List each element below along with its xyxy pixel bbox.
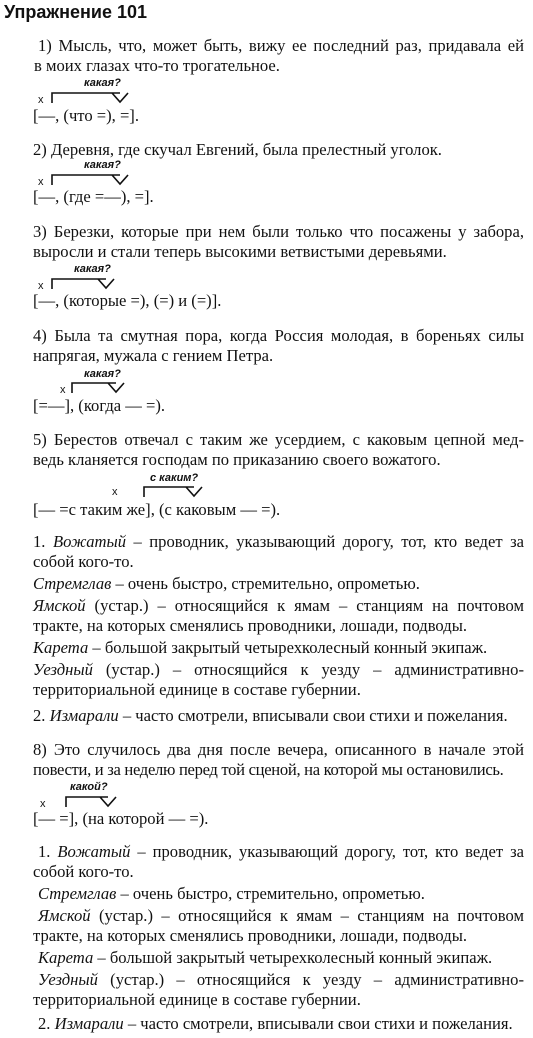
scheme-8-arrow <box>64 793 124 809</box>
glossary-1-entry-5-line-2: территориальной единице в составе губернии. <box>33 680 361 699</box>
scheme-3-x-mark: x <box>38 280 44 292</box>
glossary-term: Стремглав <box>38 884 117 903</box>
scheme-1: [—, (что =), =]. <box>33 106 139 125</box>
glossary-definition: – проводник, указывающий дорогу, тот, кто ведет за <box>130 842 524 861</box>
sentence-5-line-1: 5) Берестов отвечал с таким же усердием, с каковым цепной мед- <box>33 430 524 449</box>
glossary-1-entry-5-line-1 <box>33 660 524 680</box>
glossary-term: Стремглав <box>33 574 112 593</box>
glossary-definition: – очень быстро, стремительно, опрометью. <box>116 884 425 903</box>
glossary-definition: – большой закрытый четырехколесный конный экипаж. <box>93 948 493 967</box>
glossary-term: Уездный <box>38 970 98 989</box>
sentence-3-line-1: 3) Березки, которые при нем были только что посажены у забора, <box>33 222 524 241</box>
scheme-1-question: какая? <box>84 77 121 89</box>
scheme-2-x-mark: x <box>38 176 44 188</box>
sentence-1-line-1: 1) Мысль, что, может быть, вижу ее последний раз, придавала ей <box>38 36 524 55</box>
scheme-5-question: с каким? <box>150 472 199 484</box>
scheme-8-x-mark: x <box>40 798 46 810</box>
scheme-8-question: какой? <box>70 781 108 793</box>
glossary-term: Ямской <box>38 906 91 925</box>
glossary-3-entry-5-line-2: территориальной единице в составе губернии. <box>33 990 361 1009</box>
sentence-2-line-1: 2) Деревня, где скучал Евгений, была прелестный уголок. <box>33 140 442 159</box>
scheme-4: [=—], (когда — =). <box>33 396 166 415</box>
scheme-3-question: какая? <box>74 263 111 275</box>
glossary-term: Измарали <box>49 706 119 725</box>
sentence-3-line-2: выросли и стали теперь высокими ветвистыми деревьями. <box>33 242 447 261</box>
glossary-definition: – очень быстро, стремительно, опрометью. <box>111 574 420 593</box>
glossary-definition: – проводник, указывающий дорогу, тот, кто ведет за <box>126 532 524 551</box>
glossary-3-entry-1-line-2: собой кого-то. <box>33 862 134 881</box>
scheme-4-arrow <box>70 379 130 395</box>
glossary-1-entry-4 <box>33 638 487 658</box>
scheme-2-question: какая? <box>84 159 121 171</box>
glossary-definition: – большой закрытый четырехколесный конный экипаж. <box>88 638 488 657</box>
sentence-8-line-1: 8) Это случилось два дня после вечера, описанного в начале этой <box>33 740 524 759</box>
glossary-3-entry-4 <box>38 948 492 968</box>
glossary-definition: – часто смотрели, вписывали свои стихи и пожелания. <box>118 706 508 725</box>
sentence-1-line-2: в моих глазах что-то трогательное. <box>34 56 280 75</box>
scheme-5-x-mark: x <box>112 486 118 498</box>
glossary-4-number: 2. <box>38 1014 51 1033</box>
glossary-definition: (устар.) – относящийся к ямам – станциям на почтовом <box>90 906 524 925</box>
glossary-1-number: 1. <box>33 532 46 551</box>
glossary-2 <box>33 706 508 726</box>
glossary-term: Карета <box>33 638 89 657</box>
glossary-2-number: 2. <box>33 706 46 725</box>
glossary-term: Измарали <box>54 1014 124 1033</box>
glossary-3-number: 1. <box>38 842 51 861</box>
exercise-title: Упражнение 101 <box>4 2 148 22</box>
scheme-4-x-mark: x <box>60 384 66 396</box>
sentence-4-line-2: напрягая, мужала с гением Петра. <box>33 346 274 365</box>
scheme-5: [— =с таким же], (с каковым — =). <box>33 500 281 519</box>
glossary-1-entry-2 <box>33 574 420 594</box>
glossary-3-entry-3-line-2: тракте, на которых сменялись проводники, лошади, подводы. <box>33 926 467 945</box>
scheme-3: [—, (которые =), (=) и (=)]. <box>33 291 222 310</box>
glossary-1-entry-3-line-1 <box>33 596 524 616</box>
glossary-definition: (устар.) – относящийся к ямам – станциям на почтовом <box>85 596 524 615</box>
sentence-5-line-2: ведь кланяется господам по приказанию своего вожатого. <box>33 450 441 469</box>
scheme-3-arrow <box>50 275 120 291</box>
glossary-3-entry-1-line-1 <box>38 842 524 862</box>
scheme-1-arrow <box>50 89 130 105</box>
glossary-term: Вожатый <box>57 842 131 861</box>
glossary-3-entry-2 <box>38 884 425 904</box>
glossary-4 <box>38 1014 513 1034</box>
sentence-4-line-1: 4) Была та смутная пора, когда Россия молодая, в бореньях силы <box>33 326 524 345</box>
scheme-1-x-mark: x <box>38 94 44 106</box>
glossary-definition: – часто смотрели, вписывали свои стихи и пожелания. <box>123 1014 513 1033</box>
glossary-1-entry-3-line-2: тракте, на которых сменялись проводники, лошади, подводы. <box>33 616 467 635</box>
glossary-definition: (устар.) – относящийся к уезду – административно- <box>92 660 524 679</box>
scheme-4-question: какая? <box>84 368 121 380</box>
glossary-definition: (устар.) – относящийся к уезду – административно- <box>97 970 524 989</box>
glossary-term: Ямской <box>33 596 86 615</box>
glossary-3-entry-3-line-1 <box>38 906 524 926</box>
glossary-term: Вожатый <box>52 532 127 551</box>
scheme-8: [— =], (на которой — =). <box>33 809 209 828</box>
scheme-2: [—, (где =—), =]. <box>33 187 154 206</box>
glossary-3-entry-5-line-1 <box>38 970 524 990</box>
scheme-5-arrow <box>142 483 212 499</box>
glossary-1-entry-1-line-1 <box>33 532 524 552</box>
glossary-1-entry-1-line-2: собой кого-то. <box>33 552 134 571</box>
sentence-8-line-2: повести, и за неделю перед той сценой, на которой мы остановились. <box>33 760 504 779</box>
scheme-2-arrow <box>50 171 130 187</box>
glossary-term: Уездный <box>33 660 93 679</box>
glossary-term: Карета <box>38 948 94 967</box>
